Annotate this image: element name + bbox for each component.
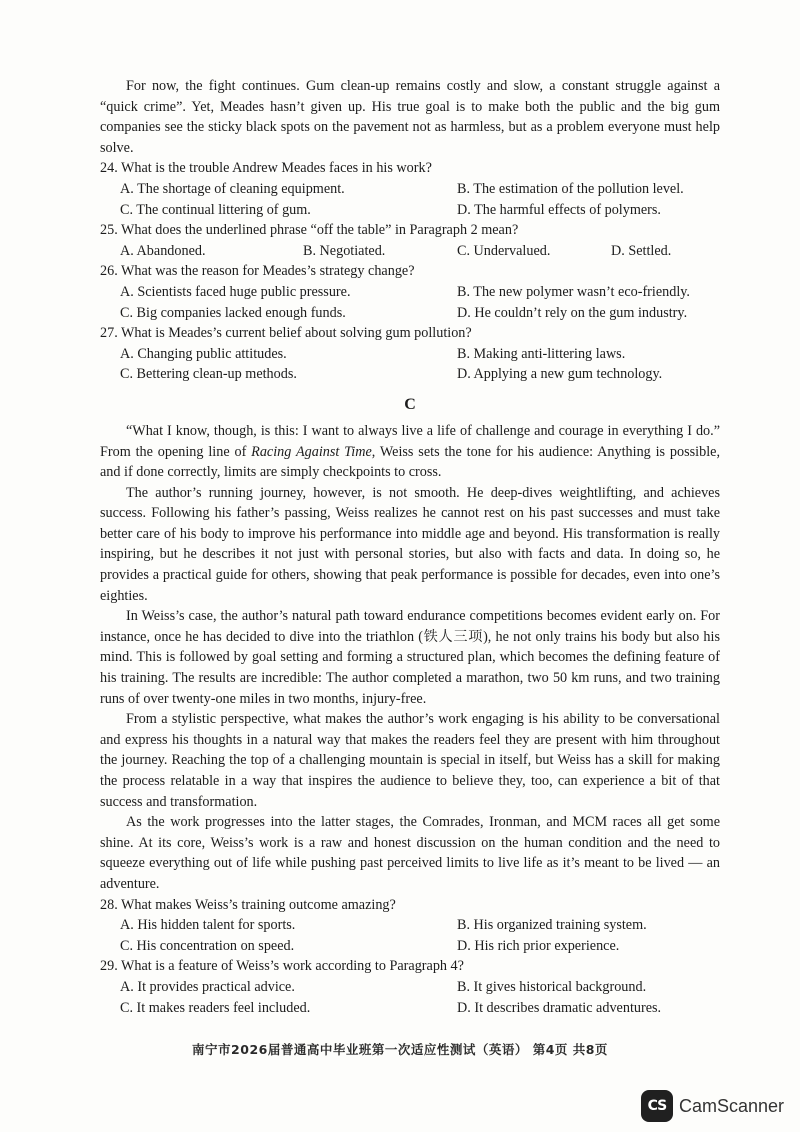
option-row [100, 915, 720, 936]
paragraph-text: , Weiss sets the tone for his audience: Anything is possible, and if done correctly, limits are simply checkpoints to cross. [100, 443, 720, 481]
option-b[interactable]: B. The estimation of the pollution level. [457, 180, 684, 197]
section-title: C [404, 395, 416, 413]
option-c[interactable]: C. Bettering clean-up methods. [120, 366, 297, 383]
page-footer: 南宁市2026届普通高中毕业班第一次适应性测试（英语） 第4页 共8页 [192, 1042, 608, 1057]
camscanner-name: CamScanner [678, 1095, 784, 1116]
option-row [100, 998, 720, 1019]
option-b[interactable]: B. It gives historical background. [457, 978, 647, 995]
question-stem: 29. What is a feature of Weiss’s work according to Paragraph 4? [100, 958, 464, 975]
option-c[interactable]: C. It makes readers feel included. [120, 999, 311, 1016]
passage-paragraph-1 [100, 421, 720, 483]
question-stem: 28. What makes Weiss’s training outcome amazing? [100, 896, 396, 913]
option-c[interactable]: C. The continual littering of gum. [120, 201, 311, 218]
option-d[interactable]: D. The harmful effects of polymers. [457, 201, 661, 218]
option-row [100, 936, 720, 957]
option-row [100, 282, 720, 303]
option-b[interactable]: B. Negotiated. [303, 242, 386, 259]
passage-paragraph-5: As the work progresses into the latter stages, the Comrades, Ironman, and MCM races all get some shine. At its core, Weiss’s work is a raw and honest discussion on the human condition and the need to squeeze everything out of life while pushing past perceived limits to live life as it’s meant to be lived — an adventure. [100, 814, 720, 892]
option-row [100, 977, 720, 998]
option-row [100, 364, 720, 385]
option-c[interactable]: C. Undervalued. [457, 242, 551, 259]
camscanner-logo-icon: CS [641, 1090, 673, 1122]
passage-paragraph-2: The author’s running journey, however, is not smooth. He deep-dives weightlifting, and achieves success. Following his father’s passing, Weiss realizes he cannot rest on his past successes and must take better care of his body to improve his performance into middle age and beyond. His transformation is really inspiring, but he describes it not just with personal stories, but also with facts and data. In doing so, he provides a practical guide for others, showing that peak performance is possible for decades, even into one’s eighties. [100, 484, 720, 604]
exam-page [100, 76, 720, 1018]
question-stem: 25. What does the underlined phrase “off the table” in Paragraph 2 mean? [100, 222, 519, 239]
camscanner-watermark [641, 1090, 784, 1122]
passage-paragraph-3: In Weiss’s case, the author’s natural path toward endurance competitions becomes evident early on. For instance, once he has decided to dive into the triathlon (铁人三项), he not only trains his body but also his mind. This is followed by goal setting and forming a structured plan, which becomes the defining feature of his training. The results are incredible: The author completed a marathon, two 50 km runs, and two training runs of over twenty-one miles in two months, injury-free. [100, 608, 720, 707]
question-stem: 27. What is Meades’s current belief about solving gum pollution? [100, 325, 472, 342]
option-row [100, 200, 720, 221]
option-d[interactable]: D. He couldn’t rely on the gum industry. [457, 304, 688, 321]
question-stem: 26. What was the reason for Meades’s strategy change? [100, 263, 415, 280]
paragraph-text: “What I know, though, is this: I want to always live a life of challenge and courage in everything I do.” From the opening line of [100, 422, 720, 460]
option-row [100, 303, 720, 324]
option-a[interactable]: A. Scientists faced huge public pressure. [120, 283, 351, 300]
option-d[interactable]: D. His rich prior experience. [457, 937, 620, 954]
option-c[interactable]: C. His concentration on speed. [120, 937, 295, 954]
option-b[interactable]: B. The new polymer wasn’t eco-friendly. [457, 283, 690, 300]
option-a[interactable]: A. Changing public attitudes. [120, 345, 287, 362]
option-row [100, 241, 720, 262]
top-paragraph: For now, the fight continues. Gum clean-up remains costly and slow, a constant struggle against a “quick crime”. Yet, Meades hasn’t given up. His true goal is to make both the public and the big gum companies see the sticky black spots on the pavement not as harmless, but as a problem everyone must help solve. [100, 78, 720, 156]
option-c[interactable]: C. Big companies lacked enough funds. [120, 304, 346, 321]
option-d[interactable]: D. It describes dramatic adventures. [457, 999, 662, 1016]
passage-paragraph-4: From a stylistic perspective, what makes the author’s work engaging is his ability to be conversational and express his thoughts in a natural way that makes the readers feel they are present with him throughout the journey. Reaching the top of a challenging mountain is special in itself, but Weiss has a skill for making the process relatable in a way that inspires the audience to believe they, too, can experience a bit of that success and transformation. [100, 711, 720, 810]
option-row [100, 179, 720, 200]
option-b[interactable]: B. His organized training system. [457, 917, 647, 934]
option-row [100, 344, 720, 365]
option-a[interactable]: A. Abandoned. [120, 242, 206, 259]
option-d[interactable]: D. Applying a new gum technology. [457, 366, 663, 383]
book-title: Racing Against Time [251, 443, 372, 460]
option-d[interactable]: D. Settled. [611, 242, 672, 259]
question-stem: 24. What is the trouble Andrew Meades faces in his work? [100, 160, 432, 177]
option-b[interactable]: B. Making anti-littering laws. [457, 345, 626, 362]
option-a[interactable]: A. The shortage of cleaning equipment. [120, 180, 345, 197]
option-a[interactable]: A. His hidden talent for sports. [120, 917, 296, 934]
option-a[interactable]: A. It provides practical advice. [120, 978, 295, 995]
